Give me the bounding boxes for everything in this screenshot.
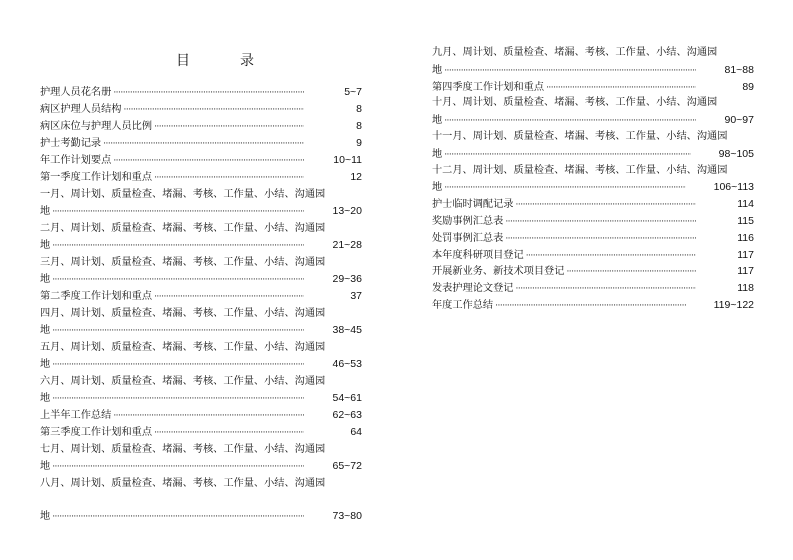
toc-entry-page: 116 — [737, 231, 754, 244]
toc-right-column — [432, 45, 754, 314]
toc-entry-page: 5~7 — [344, 86, 362, 98]
toc-entry-title: 一月、周计划、质量检查、堵漏、考核、工作量、小结、沟通园 — [40, 189, 326, 200]
toc-entry-page: 115 — [737, 214, 754, 227]
toc-leader-dots — [52, 391, 304, 407]
toc-entry-title: 七月、周计划、质量检查、堵漏、考核、工作量、小结、沟通园 — [40, 444, 326, 455]
toc-leader-dots — [113, 85, 304, 101]
toc-entry — [40, 508, 362, 525]
toc-entry — [40, 271, 362, 288]
toc-entry — [40, 390, 362, 407]
toc-entry — [432, 230, 754, 247]
toc-entry — [432, 263, 754, 280]
toc-entry-title: 第二季度工作计划和重点 — [40, 291, 153, 302]
toc-entry — [40, 322, 362, 339]
toc-entry-title: 三月、周计划、质量检查、堵漏、考核、工作量、小结、沟通园 — [40, 257, 326, 268]
toc-entry-page: 119~122 — [713, 298, 754, 311]
toc-entry — [40, 220, 362, 237]
toc-entry — [40, 118, 362, 135]
toc-entry-page: 90~97 — [724, 114, 754, 127]
toc-entry-title: 地 — [40, 274, 51, 285]
toc-entry — [40, 186, 362, 203]
toc-entry-page: 9 — [356, 137, 362, 149]
toc-entry-page: 64 — [350, 426, 362, 438]
toc-entry-title: 地 — [432, 115, 443, 127]
toc-entry-title: 五月、周计划、质量检查、堵漏、考核、工作量、小结、沟通园 — [40, 342, 326, 353]
toc-entry-title: 年度工作总结 — [432, 299, 494, 311]
toc-entry — [40, 254, 362, 271]
toc-entry-page: 114 — [737, 198, 754, 211]
toc-entry — [40, 441, 362, 458]
toc-entry-title: 十月、周计划、质量检查、堵漏、考核、工作量、小结、沟通园 — [432, 97, 718, 109]
toc-entry — [432, 45, 754, 62]
toc-entry — [40, 305, 362, 322]
toc-leader-dots — [566, 264, 696, 280]
toc-leader-dots — [113, 408, 304, 424]
toc-entry-title: 开展新业务、新技术项目登记 — [432, 266, 565, 278]
toc-entry — [432, 213, 754, 230]
toc-entry-title: 四月、周计划、质量检查、堵漏、考核、工作量、小结、沟通园 — [40, 308, 326, 319]
toc-title: 目 录 — [176, 53, 272, 69]
toc-entry-page: 98~105 — [718, 147, 754, 160]
toc-entry-page: 106~113 — [713, 181, 754, 194]
toc-entry-title: 病区床位与护理人员比例 — [40, 121, 153, 132]
toc-leader-dots — [526, 248, 696, 264]
toc-entry — [432, 79, 754, 96]
toc-entry-page: 117 — [737, 248, 754, 261]
toc-entry — [432, 112, 754, 129]
toc-entry — [432, 146, 754, 163]
toc-entry — [432, 129, 754, 146]
toc-leader-dots — [154, 170, 304, 186]
toc-entry-title: 八月、周计划、质量检查、堵漏、考核、工作量、小结、沟通园 — [40, 478, 326, 489]
toc-entry — [40, 101, 362, 118]
toc-leader-dots — [52, 272, 304, 288]
toc-entry-page: 8 — [356, 103, 362, 115]
toc-leader-dots — [444, 113, 696, 129]
toc-entry-page: 65~72 — [332, 460, 362, 472]
toc-entry-page: 54~61 — [332, 392, 362, 404]
toc-entry — [40, 169, 362, 186]
toc-entry — [40, 458, 362, 475]
toc-leader-dots — [516, 197, 697, 213]
toc-leader-dots — [495, 298, 685, 314]
toc-entry-title: 地 — [40, 461, 51, 472]
toc-entry — [40, 135, 362, 152]
toc-leader-dots — [505, 214, 696, 230]
toc-entry-page: 73~80 — [332, 510, 362, 522]
toc-entry-page: 29~36 — [332, 273, 362, 285]
toc-entry — [40, 152, 362, 169]
toc-entry-title: 地 — [40, 359, 51, 370]
toc-entry-page: 46~53 — [332, 358, 362, 370]
toc-entry-title: 奖励事例汇总表 — [432, 215, 504, 227]
toc-entry-page: 8 — [356, 120, 362, 132]
toc-leader-dots — [124, 102, 305, 118]
toc-entry-title: 地 — [432, 182, 443, 194]
toc-entry-page: 89 — [742, 80, 754, 93]
toc-leader-dots — [52, 323, 304, 339]
toc-entry — [40, 237, 362, 254]
toc-entry — [432, 247, 754, 264]
toc-entry — [40, 203, 362, 220]
toc-entry-page: 62~63 — [332, 409, 362, 421]
toc-leader-dots — [113, 153, 304, 169]
toc-entry-title: 九月、周计划、质量检查、堵漏、考核、工作量、小结、沟通园 — [432, 47, 718, 58]
toc-leader-dots — [546, 80, 696, 96]
toc-leader-dots — [505, 231, 696, 247]
toc-leader-dots — [52, 204, 304, 220]
toc-entry — [40, 407, 362, 424]
toc-entry-title: 上半年工作总结 — [40, 410, 112, 421]
toc-entry-page: 10~11 — [333, 154, 362, 166]
toc-entry-title: 地 — [40, 511, 51, 522]
toc-entry-title: 年工作计划要点 — [40, 155, 112, 166]
toc-entry-title: 十二月、周计划、质量检查、堵漏、考核、工作量、小结、沟通园 — [432, 164, 728, 176]
toc-leader-dots — [52, 357, 304, 373]
toc-entry — [432, 280, 754, 297]
toc-entry-title: 十一月、周计划、质量检查、堵漏、考核、工作量、小结、沟通园 — [432, 130, 728, 142]
toc-leader-dots — [154, 119, 304, 135]
toc-entry-title: 二月、周计划、质量检查、堵漏、考核、工作量、小结、沟通园 — [40, 223, 326, 234]
toc-left-column — [40, 84, 362, 525]
toc-entry — [432, 179, 754, 196]
toc-entry — [432, 95, 754, 112]
toc-entry-page: 21~28 — [332, 239, 362, 251]
toc-entry-page: 117 — [737, 265, 754, 278]
toc-entry — [40, 356, 362, 373]
toc-leader-dots — [516, 281, 697, 297]
toc-leader-dots — [52, 509, 304, 525]
toc-entry-page: 118 — [737, 282, 754, 295]
toc-leader-dots — [444, 63, 696, 79]
toc-entry-page: 81~88 — [724, 63, 754, 76]
toc-entry-title: 第三季度工作计划和重点 — [40, 427, 153, 438]
toc-entry — [40, 84, 362, 101]
toc-entry-title: 地 — [40, 393, 51, 404]
toc-entry — [432, 297, 754, 314]
toc-entry-page: 38~45 — [332, 324, 362, 336]
toc-entry — [432, 62, 754, 79]
toc-entry-title: 地 — [40, 206, 51, 217]
toc-entry-title: 地 — [40, 325, 51, 336]
toc-leader-dots — [103, 136, 304, 152]
toc-entry-title: 第四季度工作计划和重点 — [432, 81, 545, 93]
toc-entry-title: 本年度科研项目登记 — [432, 249, 524, 261]
toc-entry — [40, 373, 362, 390]
toc-entry-title: 护士临时调配记录 — [432, 199, 514, 211]
toc-entry-title: 地 — [432, 148, 443, 160]
toc-entry — [40, 288, 362, 305]
toc-entry-page: 37 — [350, 290, 362, 302]
toc-entry — [40, 475, 362, 492]
toc-entry-page: 12 — [350, 171, 362, 183]
toc-leader-dots — [52, 238, 304, 254]
toc-entry-title: 护士考勤记录 — [40, 138, 102, 149]
toc-entry-title: 第一季度工作计划和重点 — [40, 172, 153, 183]
toc-entry-title: 处罚事例汇总表 — [432, 232, 504, 244]
toc-entry-title: 地 — [40, 240, 51, 251]
toc-entry-title: 护理人员花名册 — [40, 87, 112, 98]
toc-entry — [432, 163, 754, 180]
toc-entry-title: 六月、周计划、质量检查、堵漏、考核、工作量、小结、沟通园 — [40, 376, 326, 387]
toc-leader-dots — [154, 289, 304, 305]
toc-leader-dots — [52, 459, 304, 475]
toc-entry-page: 13~20 — [332, 205, 362, 217]
toc-entry — [40, 424, 362, 441]
toc-entry-title: 发表护理论文登记 — [432, 283, 514, 295]
toc-entry-title: 地 — [432, 64, 443, 76]
toc-entry-title: 病区护理人员结构 — [40, 104, 122, 115]
toc-entry — [432, 196, 754, 213]
toc-leader-dots — [154, 425, 304, 441]
toc-entry — [40, 339, 362, 356]
toc-leader-dots — [444, 147, 690, 163]
toc-leader-dots — [444, 180, 685, 196]
